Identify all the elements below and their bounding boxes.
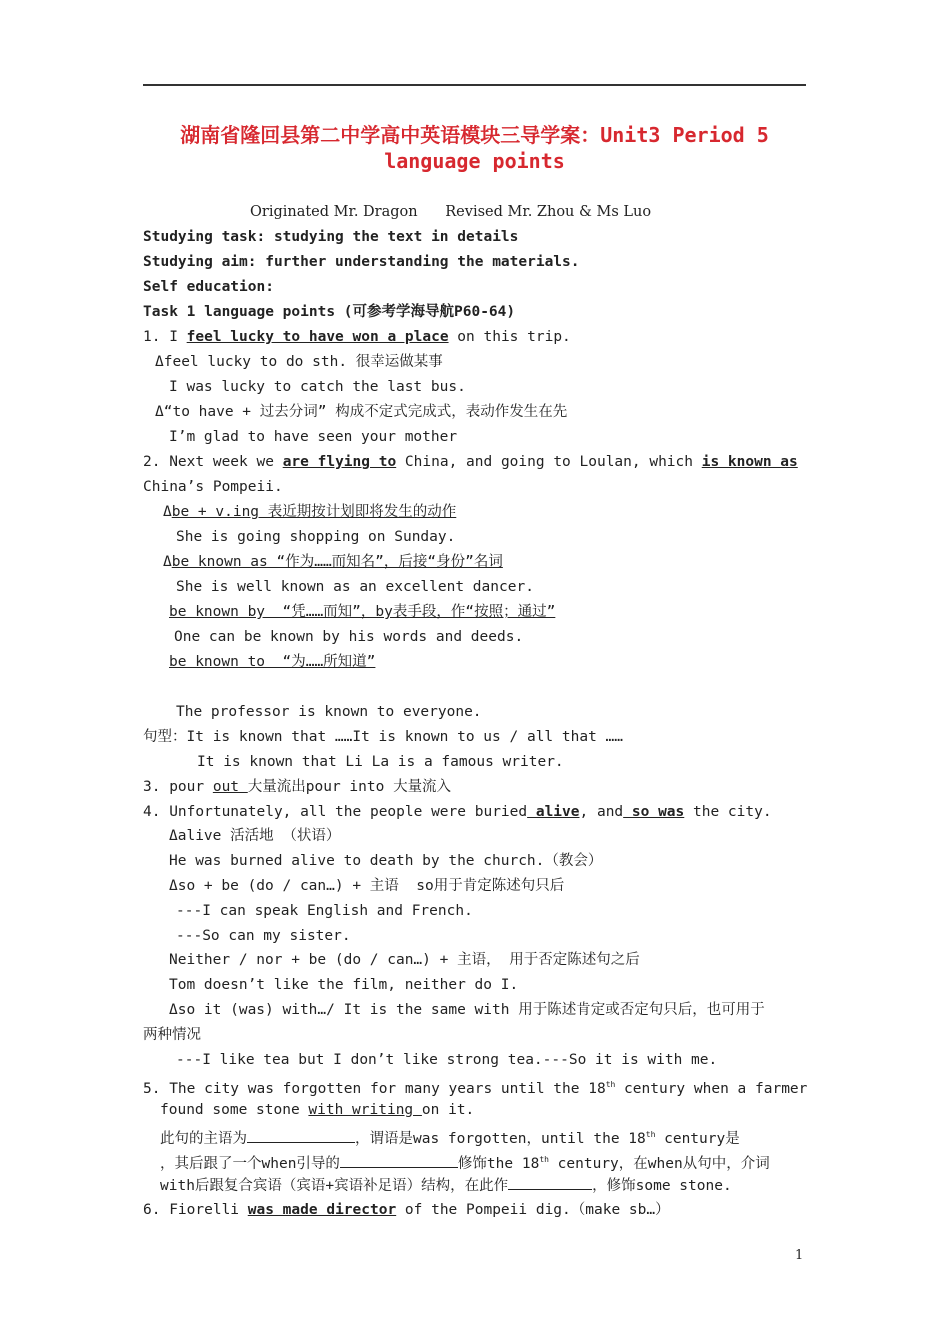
- example: The professor is known to everyone.: [176, 704, 482, 720]
- item-1: [143, 327, 571, 347]
- delta: Δ: [163, 554, 172, 570]
- text: on this trip.: [448, 329, 571, 345]
- note: [163, 552, 503, 572]
- item-2: [143, 452, 806, 472]
- authors: Originated Mr. Dragon Revised Mr. Zhou & Ms Luo: [250, 204, 652, 220]
- note: Δso + be (do / can…) + 主语 so用于肯定陈述句只后: [169, 878, 565, 894]
- note: be known to “为……所知道”: [169, 654, 376, 670]
- note: be known by “凭……而知”，by表手段，作“按照；通过”: [169, 604, 556, 620]
- key-phrase: so was: [623, 804, 685, 820]
- note: Δalive 活活地 （状语）: [169, 828, 341, 844]
- text: century，在when从句中，介词: [548, 1155, 770, 1172]
- example: I was lucky to catch the last bus.: [169, 379, 466, 395]
- key-phrase: is known as: [701, 454, 798, 470]
- text: with后跟复合宾语（宾语+宾语补足语）结构，在此作: [160, 1178, 509, 1194]
- item-3: [143, 777, 451, 797]
- answer-blank[interactable]: [247, 1128, 355, 1143]
- item-5-cont: [160, 1100, 474, 1120]
- note: Δ“to have + 过去分词” 构成不定式完成式，表动作发生在先: [155, 404, 568, 420]
- text: 大量流出pour into 大量流入: [247, 779, 452, 795]
- text: 5. The city was forgotten for many years until the 18: [143, 1080, 606, 1097]
- superscript: th: [645, 1130, 656, 1139]
- sentence-pattern: 句型：It is known that ……It is known to us / all that ……: [143, 729, 623, 745]
- self-education: Self education:: [143, 279, 274, 295]
- studying-aim: Studying aim: further understanding the materials.: [143, 254, 580, 270]
- example: I’m glad to have seen your mother: [169, 429, 458, 445]
- key-phrase: was made director: [247, 1202, 397, 1218]
- key-phrase: out: [212, 779, 248, 795]
- studying-task: Studying task: studying the text in details: [143, 229, 519, 245]
- item-2-cont: China’s Pompeii.: [143, 479, 283, 495]
- text: found some stone: [160, 1102, 309, 1118]
- example: He was burned alive to death by the church.（教会）: [169, 853, 603, 869]
- text: 4. Unfortunately, all the people were buried: [143, 804, 528, 820]
- key-phrase: are flying to: [282, 454, 397, 470]
- note-text: be + v.ing 表近期按计划即将发生的动作: [171, 504, 457, 520]
- page-number: 1: [795, 1248, 804, 1263]
- text: China, and going to Loulan, which: [396, 454, 702, 470]
- note: Δfeel lucky to do sth. 很幸运做某事: [155, 354, 443, 370]
- title-line-2: language points: [384, 149, 565, 173]
- item-6: [143, 1200, 670, 1220]
- text: 6. Fiorelli: [143, 1202, 248, 1218]
- superscript: th: [605, 1080, 616, 1089]
- superscript: th: [539, 1155, 549, 1164]
- title-line-1: 湖南省隆回县第二中学高中英语模块三导学案：Unit3 Period 5: [180, 123, 769, 147]
- text: ，谓语是was forgotten，until the 18: [355, 1130, 646, 1147]
- text: 1. I: [143, 329, 187, 345]
- example: She is going shopping on Sunday.: [176, 529, 456, 545]
- page-title: [143, 122, 806, 174]
- note: [163, 502, 456, 522]
- text: on it.: [421, 1102, 475, 1118]
- question-line-1: [160, 1125, 740, 1149]
- key-phrase: alive: [527, 804, 580, 820]
- text: century when a farmer: [615, 1080, 808, 1097]
- text: 3. pour: [143, 779, 213, 795]
- text: 修饰the 18: [457, 1155, 540, 1172]
- text: ，其后跟了一个when引导的: [160, 1155, 340, 1172]
- task1-heading: Task 1 language points (可参考学海导航P60-64): [143, 304, 516, 320]
- example: It is known that Li La is a famous writer.: [197, 754, 564, 770]
- text: 2. Next week we: [143, 454, 283, 470]
- key-phrase: with writing: [308, 1102, 422, 1118]
- key-phrase: feel lucky to have won a place: [186, 329, 449, 345]
- text: of the Pompeii dig.（make sb…）: [396, 1202, 670, 1218]
- question-line-3: [160, 1175, 732, 1196]
- item-4: [143, 802, 772, 822]
- note-text: be known as “作为……而知名”，后接“身份”名词: [171, 554, 503, 570]
- answer-blank[interactable]: [340, 1153, 458, 1168]
- text: , and: [579, 804, 624, 820]
- text: century是: [655, 1130, 740, 1147]
- example: Tom doesn’t like the film, neither do I.: [169, 977, 519, 993]
- top-rule: [143, 84, 806, 86]
- example: She is well known as an excellent dancer.: [176, 579, 534, 595]
- question-line-2: [160, 1150, 770, 1174]
- delta: Δ: [163, 504, 172, 520]
- item-5: [143, 1075, 807, 1099]
- example: ---So can my sister.: [176, 928, 351, 944]
- answer-blank[interactable]: [508, 1175, 592, 1190]
- example: ---I can speak English and French.: [176, 903, 473, 919]
- text: ，修饰some stone.: [592, 1178, 732, 1194]
- example: ---I like tea but I don’t like strong tea.---So it is with me.: [176, 1052, 718, 1068]
- note-cont: 两种情况: [143, 1027, 201, 1043]
- text: the city.: [684, 804, 772, 820]
- text: 此句的主语为: [160, 1130, 247, 1147]
- note: Neither / nor + be (do / can…) + 主语， 用于否定陈述句之后: [169, 952, 640, 968]
- example: One can be known by his words and deeds.: [174, 629, 524, 645]
- note: Δso it (was) with…/ It is the same with 用于陈述肯定或否定句只后，也可用于: [169, 1002, 765, 1018]
